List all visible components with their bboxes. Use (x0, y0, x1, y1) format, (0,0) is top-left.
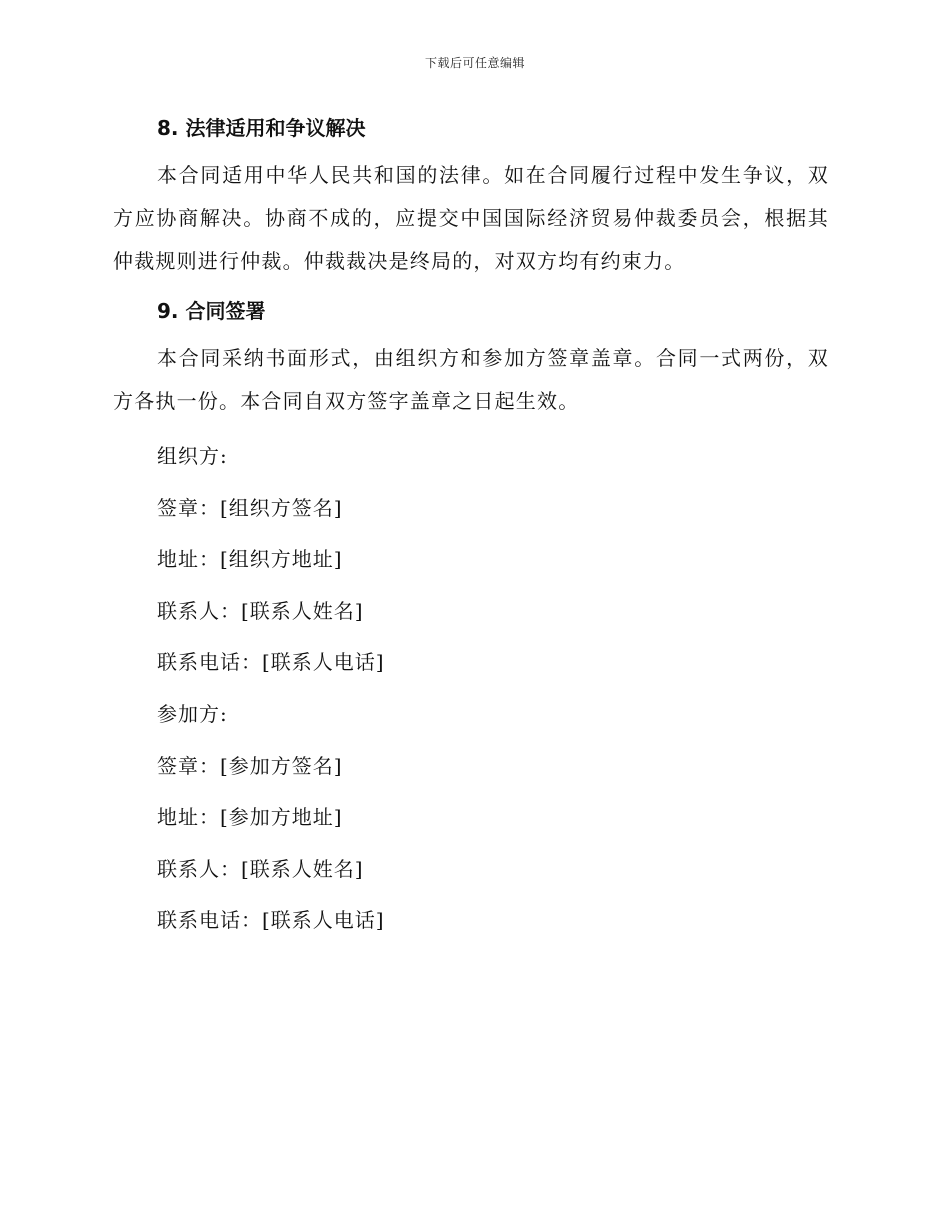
organizer-contact-value: [联系人姓名] (241, 598, 364, 623)
participant-phone-value: [联系人电话] (262, 908, 385, 933)
participant-seal-value: [参加方签名] (220, 753, 343, 778)
organizer-address-line (113, 534, 829, 586)
participant-contact-value: [联系人姓名] (241, 856, 364, 881)
section-paragraph-signing: 本合同采纳书面形式，由组织方和参加方签章盖章。合同一式两份，双方各执一份。本合同自双方签字盖章之日起生效。 (113, 346, 829, 413)
participant-label: 参加方: (157, 701, 228, 726)
page-header: 下载后可任意编辑 (424, 56, 525, 70)
participant-address-line (113, 792, 829, 844)
participant-contact-line (113, 844, 829, 896)
document-body (113, 108, 829, 947)
organizer-phone-line (113, 637, 829, 689)
participant-address-label: 地址： (157, 805, 220, 830)
participant-seal-label: 签章： (157, 753, 220, 778)
organizer-phone-label: 联系电话： (157, 650, 262, 675)
participant-phone-line (113, 895, 829, 947)
section-heading-law: 8. 法律适用和争议解决 (157, 116, 366, 140)
organizer-seal-line (113, 483, 829, 535)
organizer-phone-value: [联系人电话] (262, 650, 385, 675)
organizer-seal-value: [组织方签名] (220, 495, 343, 520)
organizer-contact-label: 联系人： (157, 598, 241, 623)
section-paragraph-law: 本合同适用中华人民共和国的法律。如在合同履行过程中发生争议，双方应协商解决。协商不成的，应提交中国国际经济贸易仲裁委员会，根据其仲裁规则进行仲裁。仲裁裁决是终局的，对双方均有约束力。 (113, 163, 829, 273)
participant-seal-line (113, 741, 829, 793)
participant-contact-label: 联系人： (157, 856, 241, 881)
organizer-label: 组织方: (157, 444, 228, 468)
organizer-seal-label: 签章： (157, 495, 220, 520)
organizer-address-label: 地址： (157, 547, 220, 572)
organizer-address-value: [组织方地址] (220, 547, 343, 572)
organizer-contact-line (113, 586, 829, 638)
participant-phone-label: 联系电话： (157, 908, 262, 933)
participant-address-value: [参加方地址] (220, 805, 343, 830)
section-heading-signing: 9. 合同签署 (157, 299, 266, 323)
